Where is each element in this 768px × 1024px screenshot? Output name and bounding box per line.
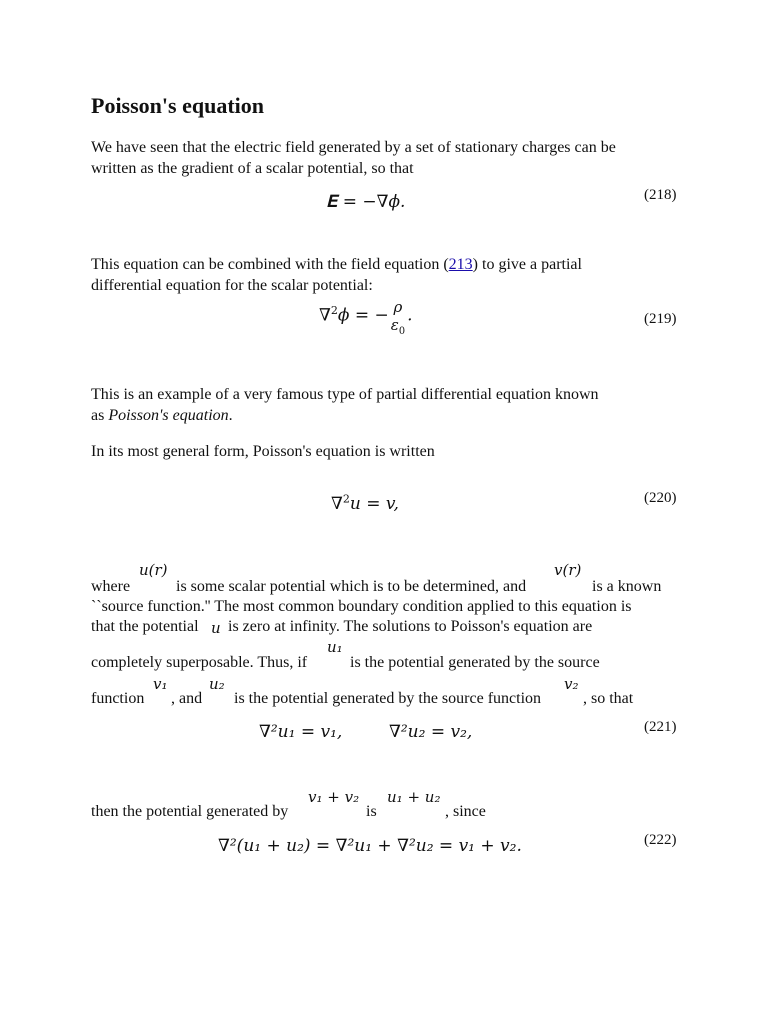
equation-number-220: (220) bbox=[644, 490, 677, 506]
text-so-that: , so that bbox=[583, 690, 634, 707]
text-segment: is some scalar potential which is to be determined, and bbox=[176, 578, 527, 595]
math-u1: u₁ bbox=[327, 638, 343, 656]
text-segment: is the potential generated by the source bbox=[350, 654, 600, 671]
paragraph-poisson-intro: This is an example of a very famous type of partial differential equation known as Poisson's equation. bbox=[91, 386, 599, 424]
equation-220: ∇$^2$u = v, bbox=[331, 492, 399, 514]
equation-middle: ϕ = − bbox=[337, 305, 389, 326]
equation-number-219: (219) bbox=[644, 311, 677, 327]
equation-221-a: ∇²u₁ = v₁, bbox=[259, 722, 343, 742]
math-v-of-r: v(r) bbox=[554, 561, 582, 579]
equation-222: ∇²(u₁ + u₂) = ∇²u₁ + ∇²u₂ = v₁ + v₂. bbox=[218, 836, 522, 856]
nabla-symbol: ∇ bbox=[319, 305, 331, 326]
math-u2: u₂ bbox=[209, 675, 225, 693]
emphasis-term: Poisson's equation bbox=[108, 407, 229, 424]
math-v1: v₁ bbox=[153, 675, 168, 693]
paragraph-intro bbox=[91, 137, 616, 179]
math-u-sum: u₁ + u₂ bbox=[387, 788, 441, 806]
text-segment: is a known bbox=[592, 578, 662, 595]
text-segment: completely superposable. Thus, if bbox=[91, 654, 308, 671]
exponent: 2 bbox=[330, 303, 338, 317]
equation-221-b: ∇²u₂ = v₂, bbox=[389, 722, 473, 742]
text-segment: that the potential bbox=[91, 618, 199, 635]
text-since: , since bbox=[445, 803, 486, 820]
text-segment: This equation can be combined with the field equation ( bbox=[91, 256, 449, 273]
text-line: differential equation for the scalar potential: bbox=[91, 277, 373, 294]
equation-number-221: (221) bbox=[644, 719, 677, 735]
text-segment: is the potential generated by the source function bbox=[234, 690, 542, 707]
equation-number-222: (222) bbox=[644, 832, 677, 848]
text-segment: then the potential generated by bbox=[91, 803, 289, 820]
fraction-denominator: $\varepsilon_0$ bbox=[390, 316, 406, 337]
equation-tail: . bbox=[407, 305, 413, 326]
text-line: ``source function.'' The most common boundary condition applied to this equation is bbox=[91, 598, 632, 615]
text-line: This is an example of a very famous type of partial differential equation known bbox=[91, 386, 599, 403]
text-and: , and bbox=[171, 690, 203, 707]
text-is: is bbox=[366, 803, 377, 820]
equation-213-link[interactable]: 213 bbox=[448, 256, 473, 273]
math-u-of-r: u(r) bbox=[139, 561, 168, 579]
equation-218: 𝐄 = −∇ϕ. bbox=[326, 192, 406, 212]
math-v-sum: v₁ + v₂ bbox=[308, 788, 360, 806]
equation-number-218: (218) bbox=[644, 187, 677, 203]
text-line: We have seen that the electric field generated by a set of stationary charges can be bbox=[91, 139, 616, 156]
text-where: where bbox=[91, 578, 131, 595]
text-segment: is zero at infinity. The solutions to Poisson's equation are bbox=[228, 618, 593, 635]
math-u: u bbox=[211, 619, 221, 637]
text-line: In its most general form, Poisson's equation is written bbox=[91, 443, 435, 460]
math-v2: v₂ bbox=[564, 675, 579, 693]
paragraph-general-form bbox=[91, 441, 435, 462]
fraction bbox=[389, 298, 407, 337]
equation-219 bbox=[319, 298, 413, 337]
page-title: Poisson's equation bbox=[91, 93, 264, 118]
fraction-numerator: ρ bbox=[393, 298, 403, 316]
text-function: function bbox=[91, 690, 145, 707]
text-line: written as the gradient of a scalar potential, so that bbox=[91, 160, 414, 177]
paragraph-field-equation bbox=[91, 254, 582, 296]
text-segment: ) to give a partial bbox=[472, 256, 582, 273]
